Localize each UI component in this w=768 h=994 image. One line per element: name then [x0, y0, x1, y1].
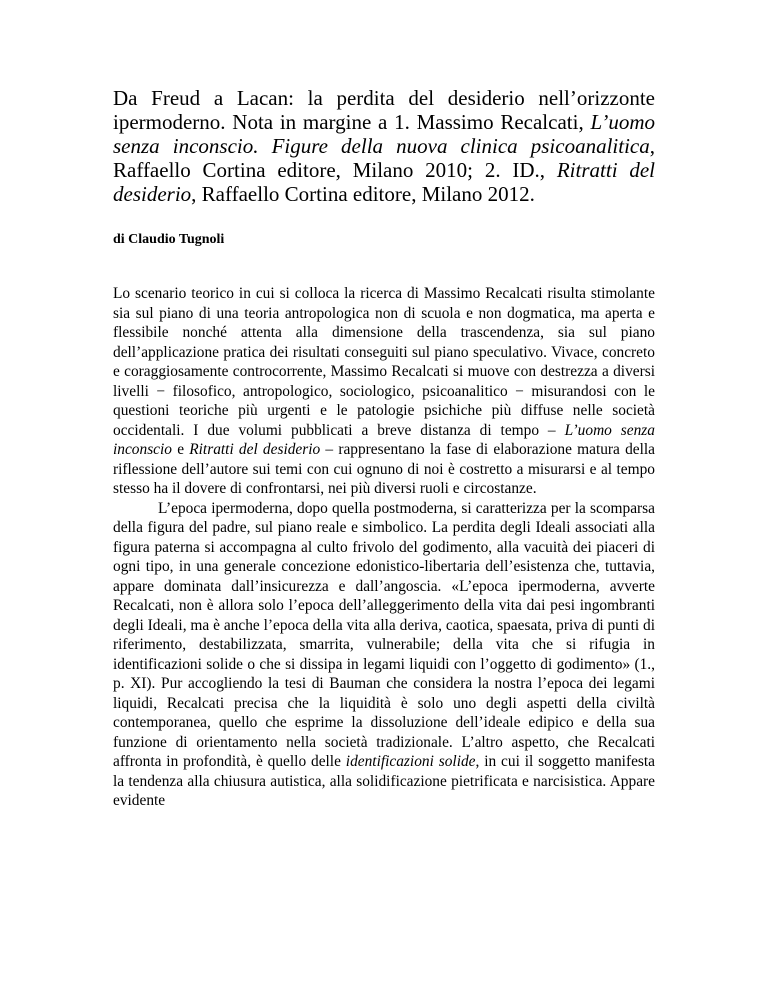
article-body [113, 284, 655, 811]
paragraph-text: e [172, 441, 190, 458]
author-line: di Claudio Tugnoli [113, 232, 225, 247]
paragraph-text: – rappresentano la fase di elaborazione matura della riflessione dell’autore sui temi con cui ognuno di noi è costretto a misurarsi e al tempo stesso ha il dovere di confrontarsi, nei più diversi ruoli e circostanze. [113, 441, 655, 497]
document-page [113, 86, 655, 811]
title-text: , Raffaello Cortina editore, Milano 2012. [191, 182, 535, 206]
paragraph-1 [113, 284, 655, 499]
paragraph-2 [113, 499, 655, 811]
title-text: Da Freud a Lacan: la perdita del desiderio nell’orizzonte ipermoderno. Nota in margine a 1. Massimo Recalcati, [113, 86, 655, 134]
title-text: , Raffaello Cortina editore, Milano 2010; 2. ID., [113, 134, 655, 182]
paragraph-text: , in cui il soggetto manifesta la tendenza alla chiusura autistica, alla solidificazione pietrificata e narcisistica. Appare evidente [113, 753, 656, 809]
article-title [113, 86, 655, 206]
paragraph-text: Lo scenario teorico in cui si colloca la ricerca di Massimo Recalcati risulta stimolante sia sul piano di una teoria antropologica non di scuola e non dogmatica, ma aperta e flessibile nonché attenta alla dimensione della trascendenza, sia sul piano dell’applicazione pratica dei risultati conseguiti sul piano speculativo. Vivace, concreto e coraggiosamente controcorrente, Massimo Recalcati si muove con destrezza a diversi livelli − filosofico, antropologico, sociologico, psicoanalitico − misurandosi con le questioni teoriche più urgenti e le patologie psichiche più diffuse nelle società occidentali. I due volumi pubblicati a breve distanza di tempo – [113, 285, 655, 439]
title-book-1: L’uomo senza inconscio. Figure della nuova clinica psicoanalitica [113, 110, 655, 158]
emphasis-text: identificazioni solide [345, 753, 476, 770]
paragraph-text: L’epoca ipermoderna, dopo quella postmoderna, si caratterizza per la scomparsa della figura del padre, sul piano reale e simbolico. La perdita degli Ideali associati alla figura paterna si accompagna al culto frivolo del godimento, alla vacuità dei piaceri di ogni tipo, in una generale concezione edonistico-libertaria dell’esistenza che, tuttavia, appare dominata dall’insicurezza e dall’angoscia. «L’epoca ipermoderna, avverte Recalcati, non è allora solo l’epoca dell’alleggerimento della vita dai pesi ingombranti degli Ideali, ma è anche l’epoca della vita alla deriva, caotica, spaesata, priva di punti di riferimento, destabilizzata, smarrita, vulnerabile; della vita che si rifugia in identificazioni solide o che si dissipa in legami liquidi con l’oggetto di godimento» (1., p. XI). Pur accogliendo la tesi di Bauman che considera la nostra l’epoca dei legami liquidi, Recalcati precisa che la liquidità è solo uno degli aspetti della civiltà contemporanea, quello che esprime la dissoluzione dell’ideale edipico e della sua funzione di orientamento nella società tradizionale. L’altro aspetto, che Recalcati affronta in profondità, è quello delle [113, 499, 655, 770]
book-title: L’uomo senza inconscio [113, 421, 655, 458]
book-title: Ritratti del desiderio [189, 441, 321, 458]
title-book-2: Ritratti del desiderio [113, 158, 655, 206]
